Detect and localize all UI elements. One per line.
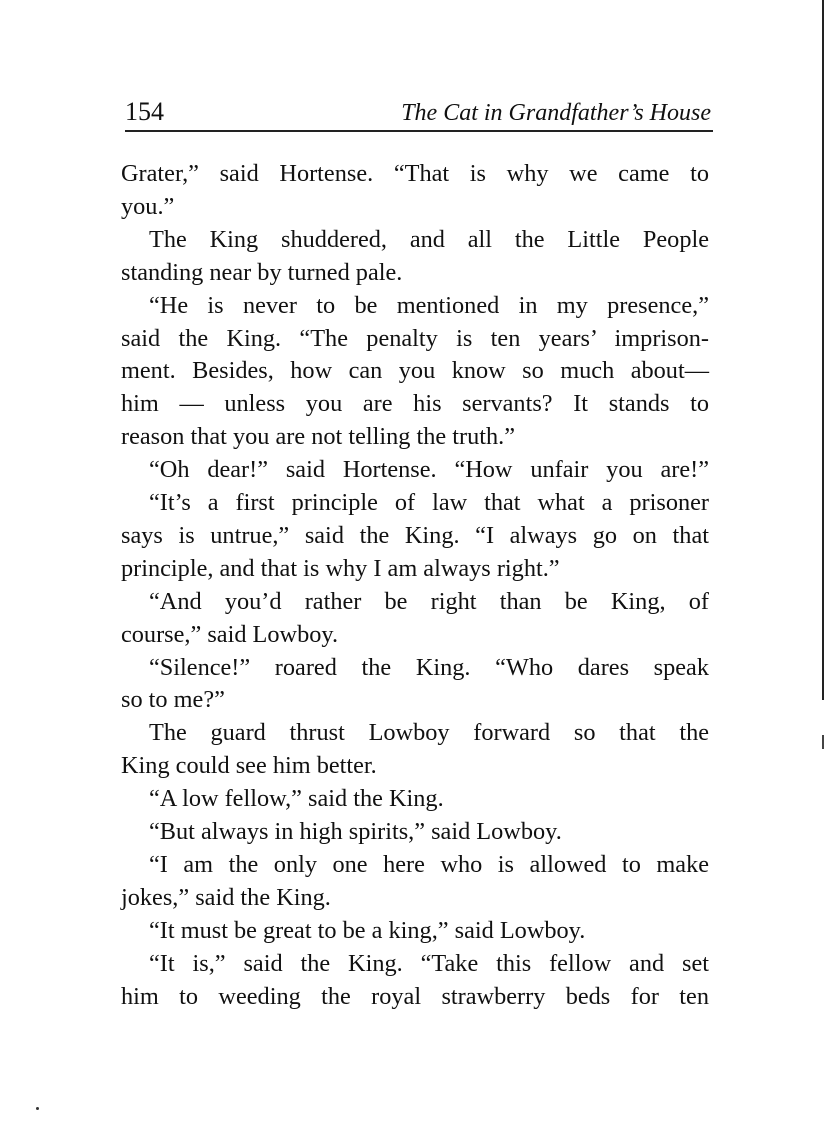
text-line: “Silence!” roared the King. “Who dares speak bbox=[149, 653, 709, 681]
text-line: standing near by turned pale. bbox=[121, 258, 403, 286]
page-header bbox=[125, 96, 713, 136]
text-line: “I am the only one here who is allowed to make bbox=[149, 850, 709, 878]
running-title: The Cat in Grandfather’s House bbox=[401, 100, 711, 126]
text-line: so to me?” bbox=[121, 686, 225, 714]
text-line: King could see him better. bbox=[121, 752, 377, 780]
stray-mark bbox=[36, 1107, 39, 1110]
text-line: “A low fellow,” said the King. bbox=[149, 785, 444, 813]
text-line: “And you’d rather be right than be King, of bbox=[149, 587, 709, 615]
text-line: “It is,” said the King. “Take this fellow and set bbox=[149, 949, 709, 977]
text-line: Grater,” said Hortense. “That is why we came to bbox=[121, 160, 709, 187]
text-line: says is untrue,” said the King. “I always go on that bbox=[121, 521, 709, 549]
text-line: said the King. “The penalty is ten years’ imprison- bbox=[121, 324, 709, 352]
page-edge-line bbox=[822, 0, 824, 700]
page-edge-mark bbox=[822, 735, 824, 749]
text-line: “He is never to be mentioned in my presence,” bbox=[149, 291, 709, 319]
text-line: “But always in high spirits,” said Lowboy. bbox=[149, 818, 562, 845]
text-line: “It must be great to be a king,” said Lowboy. bbox=[149, 916, 586, 944]
text-line: The guard thrust Lowboy forward so that the bbox=[149, 719, 709, 747]
text-line: reason that you are not telling the truth.” bbox=[121, 423, 516, 451]
text-line: you.” bbox=[121, 192, 175, 220]
text-line: ment. Besides, how can you know so much about— bbox=[121, 357, 709, 385]
text-line: him — unless you are his servants? It stands to bbox=[121, 390, 709, 418]
page-number: 154 bbox=[125, 97, 164, 126]
header-rule bbox=[125, 130, 713, 132]
text-line: him to weeding the royal strawberry beds for ten bbox=[121, 982, 709, 1010]
text-line: jokes,” said the King. bbox=[121, 883, 331, 911]
text-line: course,” said Lowboy. bbox=[121, 620, 339, 648]
text-line: The King shuddered, and all the Little People bbox=[149, 225, 709, 253]
text-line: principle, and that is why I am always right.” bbox=[121, 554, 560, 582]
text-line: “Oh dear!” said Hortense. “How unfair you are!” bbox=[149, 456, 709, 484]
text-line: “It’s a first principle of law that what a prisoner bbox=[149, 489, 709, 516]
